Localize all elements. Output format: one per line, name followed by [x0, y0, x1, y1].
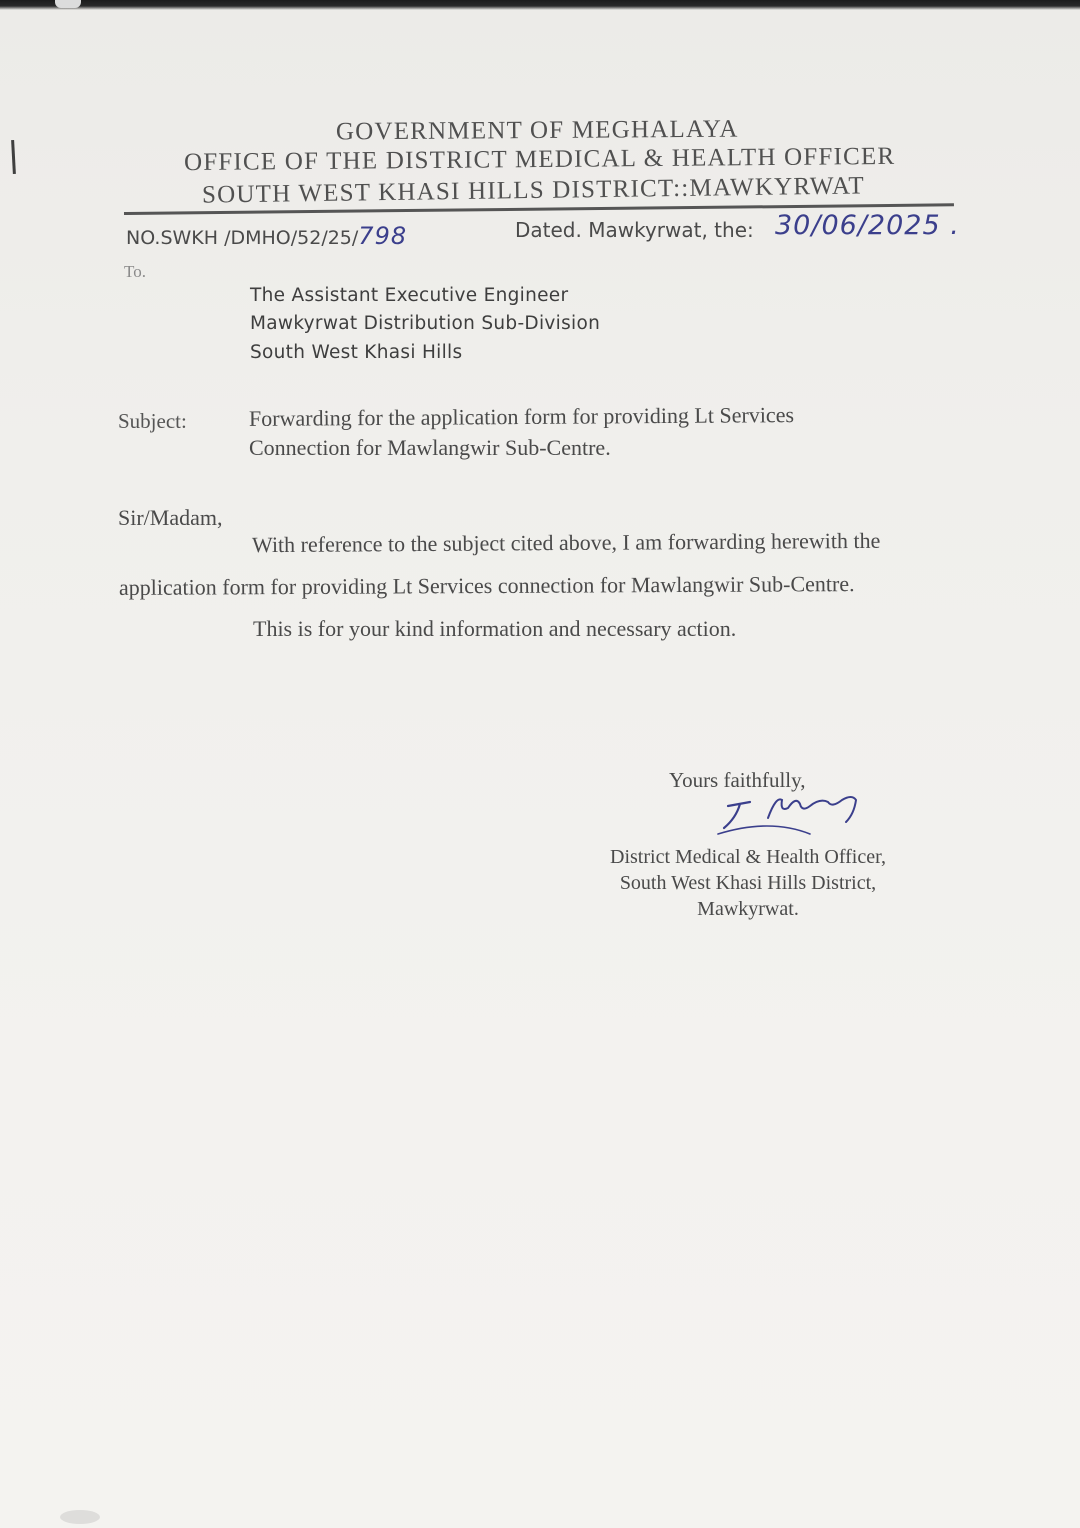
body-paragraph-2: This is for your kind information and necessary action.: [253, 616, 737, 641]
valediction: Yours faithfully,: [669, 768, 806, 792]
page-top-clip-mark: [55, 0, 81, 8]
reference-number: [126, 222, 407, 250]
subject-line-2: Connection for Mawlangwir Sub-Centre.: [249, 435, 611, 460]
margin-pen-mark: [11, 140, 16, 174]
signatory-district: South West Khasi Hills District,: [619, 872, 877, 894]
to-label: To.: [124, 262, 146, 281]
recipient-line-3: South West Khasi Hills: [250, 342, 463, 363]
paper-smudge: [60, 1510, 100, 1524]
subject-label: Subject:: [118, 409, 187, 433]
header-district: SOUTH WEST KHASI HILLS DISTRICT::MAWKYRWAT: [201, 172, 866, 209]
subject-line-1: Forwarding for the application form for providing Lt Services: [248, 402, 795, 431]
signatory-place: Mawkyrwat.: [697, 898, 799, 920]
handwritten-signature: [710, 778, 870, 838]
page-top-edge-shadow: [0, 0, 1080, 10]
salutation: Sir/Madam,: [118, 505, 223, 530]
signatory-title: District Medical & Health Officer,: [610, 846, 886, 868]
reference-number-prefix: NO.SWKH /DMHO/52/25/: [126, 227, 359, 249]
body-paragraph-1-line-1: With reference to the subject cited above, I am forwarding herewith the: [251, 527, 881, 558]
recipient-line-1: The Assistant Executive Engineer: [250, 285, 569, 306]
body-paragraph-1-line-2: application form for providing Lt Services connection for Mawlangwir Sub-Centre.: [118, 571, 855, 600]
reference-number-handwritten: 798: [358, 222, 408, 250]
header-office: OFFICE OF THE DISTRICT MEDICAL & HEALTH OFFICER: [183, 142, 896, 177]
dated-label: Dated. Mawkyrwat, the:: [515, 218, 754, 242]
date-handwritten: 30/06/2025 .: [775, 210, 960, 241]
header-government: GOVERNMENT OF MEGHALAYA: [335, 115, 739, 146]
recipient-line-2: Mawkyrwat Distribution Sub-Division: [250, 313, 601, 334]
